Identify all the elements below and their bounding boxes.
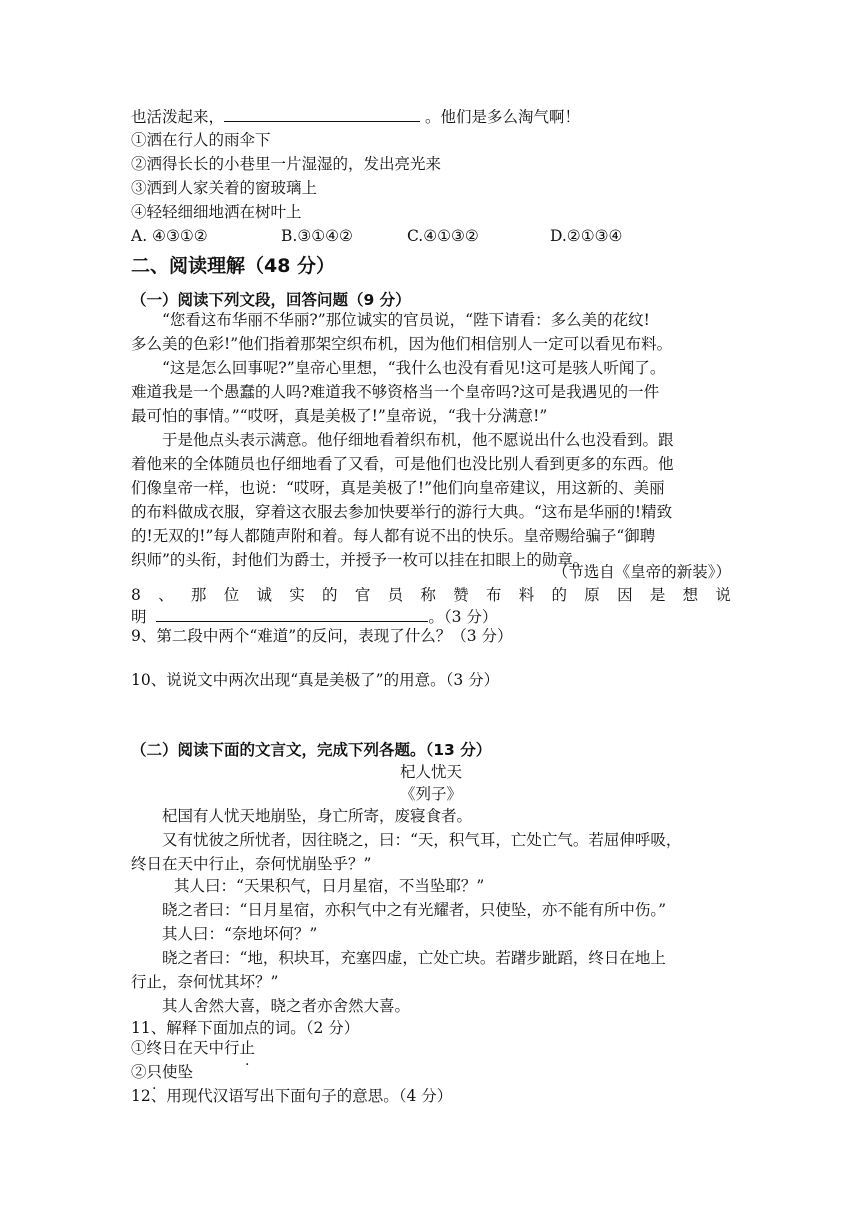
q10-question: 10、说说文中两次出现“真是美极了”的用意。（3 分） <box>131 671 500 689</box>
section-2-title: 二、阅读理解（48 分） <box>131 255 336 277</box>
q7-item-4: ④轻轻细细地洒在树叶上 <box>131 203 302 221</box>
passage-1-line: 的!无双的!”每人都随声附和着。每人都有说不出的快乐。皇帝赐给骗子“御聘 <box>131 527 656 545</box>
dotted-char: 只 <box>146 1063 163 1081</box>
q7-stem: 也活泼起来， 。他们是多么淘气啊！ <box>131 104 731 129</box>
q8-answer-blank[interactable] <box>156 604 428 622</box>
q11-question: 11、解释下面加点的词。（2 分） <box>131 1019 360 1037</box>
passage-1-line: “这是怎么回事呢?”皇帝心里想，“我什么也没有看见!这可是骇人听闻了。 <box>162 359 666 377</box>
dotted-char: 止 <box>239 1039 256 1057</box>
q7-option-a[interactable]: A. ④③①② <box>131 227 208 245</box>
part-2-title: （二）阅读下面的文言文，完成下列各题。（13 分） <box>131 741 492 759</box>
passage-2-line: 其人舍然大喜，晓之者亦舍然大喜。 <box>162 997 411 1015</box>
q7-option-d[interactable]: D.②①③④ <box>550 227 623 245</box>
passage-2-line: 又有忧彼之所忧者，因往晓之，曰：“天，积气耳，亡处亡气。若屈伸呼吸， <box>162 831 682 849</box>
passage-2-line: 行止，奈何忧其坏？” <box>131 973 279 991</box>
q12-question: 12、用现代汉语写出下面句子的意思。（4 分） <box>131 1087 453 1105</box>
q7-item-3: ③洒到人家关着的窗玻璃上 <box>131 179 318 197</box>
passage-1-line: “您看这布华丽不华丽?”那位诚实的官员说，“陛下请看：多么美的花纹! <box>162 311 650 329</box>
part-1-title: （一）阅读下列文段，回答问题（9 分） <box>131 291 411 309</box>
q8-line-1: 8 、 那 位 诚 实 的 官 员 称 赞 布 料 的 原 因 是 想 说 <box>131 586 731 604</box>
q7-answer-blank[interactable] <box>224 104 420 122</box>
passage-1-line: 们像皇帝一样，也说：“哎呀，真是美极了!”他们向皇帝建议，用这新的、美丽 <box>131 479 665 497</box>
q7-option-c[interactable]: C.④①③② <box>407 227 479 245</box>
q7-item-2: ②洒得长长的小巷里一片湿湿的，发出亮光来 <box>131 155 442 173</box>
passage-1-line: 着他来的全体随员也仔细地看了又看，可是他们也没比别人看到更多的东西。他 <box>131 455 674 473</box>
passage-1-source: （节选自《皇帝的新装》） <box>552 563 731 581</box>
passage-2-line: 终日在天中行止，奈何忧崩坠乎？” <box>131 855 372 873</box>
passage-1-line: 织师”的头衔，封他们为爵士，并授予一枚可以挂在扣眼上的勋章。 <box>131 551 589 569</box>
q11-item-2: ②只使坠 <box>131 1063 194 1081</box>
classical-text-title: 杞人忧天 <box>399 763 462 781</box>
passage-1-line: 最可怕的事情。”“哎呀，真是美极了!”皇帝说，“我十分满意!” <box>131 407 548 425</box>
passage-1-line: 多么美的色彩!”他们指着那架空织布机，因为他们相信别人一定可以看见布料。 <box>131 335 673 353</box>
passage-2-line: 其人曰：“天果积气，日月星宿，不当坠耶？” <box>174 877 485 895</box>
classical-text-author: 《列子》 <box>399 785 462 803</box>
passage-2-line: 晓之者曰：“日月星宿，亦积气中之有光耀者，只使坠，亦不能有所中伤。” <box>162 901 667 919</box>
passage-2-line: 杞国有人忧天地崩坠，身亡所寄，废寝食者。 <box>162 807 473 825</box>
q7-item-1: ①洒在行人的雨伞下 <box>131 131 271 149</box>
q9-question: 9、第二段中两个“难道”的反问，表现了什么？（3 分） <box>131 627 513 645</box>
q11-item-1: ①终日在天中行止 <box>131 1039 256 1057</box>
passage-1-line: 的布料做成衣服，穿着这衣服去参加快要举行的游行大典。“这布是华丽的!精致 <box>131 503 673 521</box>
passage-2-line: 晓之者曰：“地，积块耳，充塞四虚，亡处亡块。若躇步跐蹈，终日在地上 <box>162 949 666 967</box>
q7-options <box>131 224 731 248</box>
q8-line-2: 明 。（3 分） <box>131 604 731 629</box>
passage-2-line: 其人曰：“奈地坏何？” <box>162 925 318 943</box>
passage-1-line: 于是他点头表示满意。他仔细地看着织布机，他不愿说出什么也没看到。跟 <box>162 431 674 449</box>
passage-1-line: 难道我是一个愚蠢的人吗?难道我不够资格当一个皇帝吗?这可是我遇见的一件 <box>131 383 660 401</box>
q7-option-b[interactable]: B.③①④② <box>281 227 353 245</box>
